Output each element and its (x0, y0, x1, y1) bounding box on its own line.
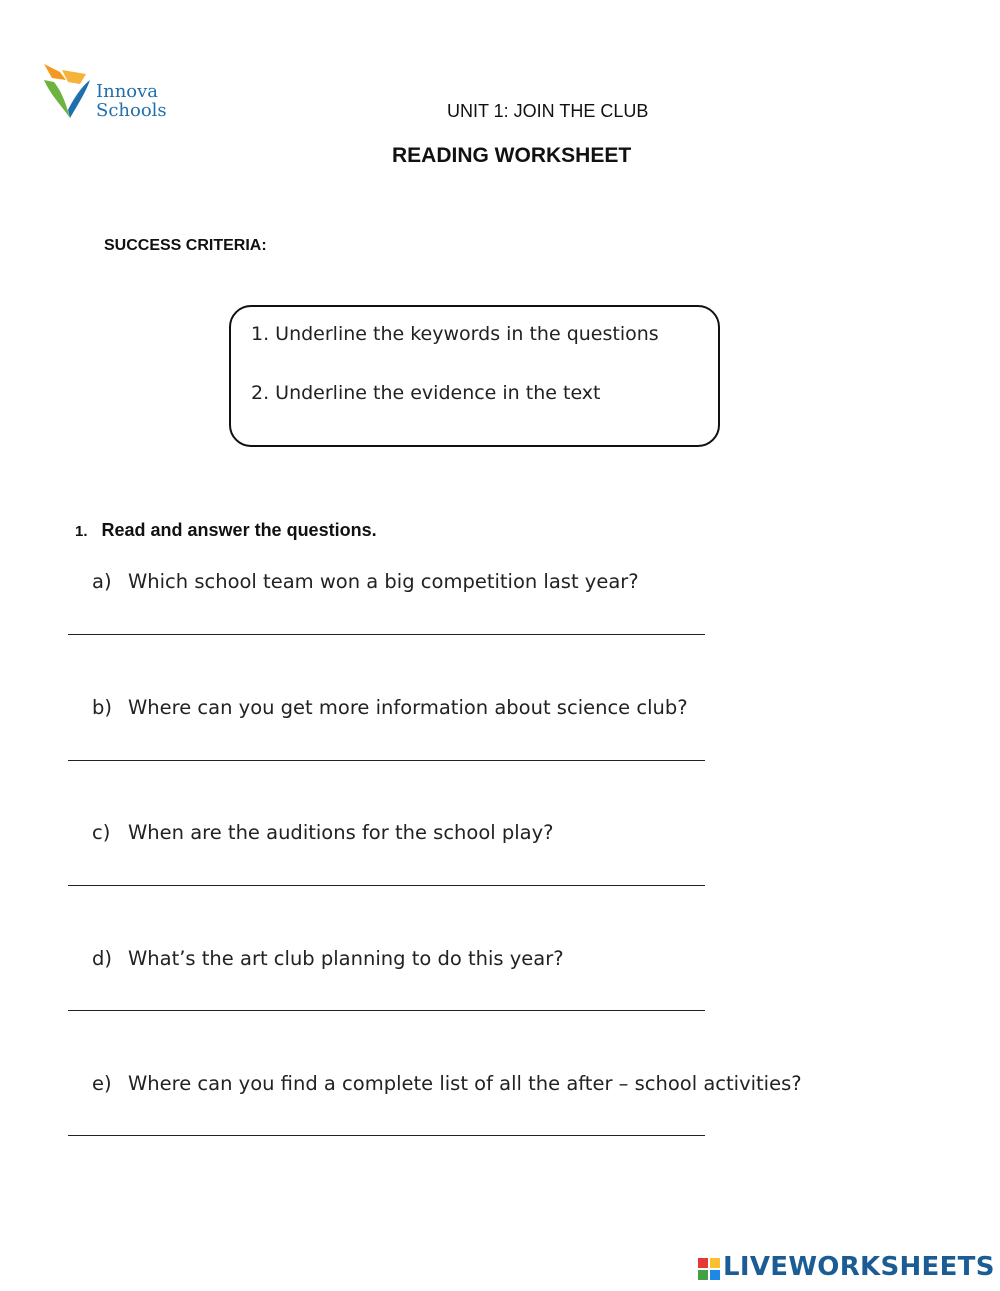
section-heading (75, 520, 377, 541)
question-b (92, 696, 688, 719)
liveworksheets-blocks-icon (698, 1258, 720, 1280)
question-c (92, 821, 554, 844)
success-criteria-box (229, 305, 720, 447)
liveworksheets-wordmark: LIVEWORKSHEETS (723, 1252, 995, 1282)
answer-line-b[interactable] (68, 760, 705, 761)
question-d (92, 947, 564, 970)
worksheet-title: READING WORKSHEET (392, 144, 632, 167)
question-text: When are the auditions for the school play? (128, 821, 554, 844)
section-number: 1. (75, 523, 88, 540)
question-letter: c) (92, 821, 111, 844)
question-letter: d) (92, 947, 112, 970)
answer-line-a[interactable] (68, 634, 705, 635)
innova-schools-logo (40, 60, 180, 130)
unit-title: UNIT 1: JOIN THE CLUB (447, 101, 649, 121)
question-e (92, 1072, 802, 1095)
logo-wordmark (96, 82, 167, 120)
question-text: Where can you get more information about science club? (128, 696, 688, 719)
logo-line-2: Schools (96, 100, 167, 121)
question-text: Which school team won a big competition last year? (128, 570, 639, 593)
question-text: What’s the art club planning to do this year? (128, 947, 564, 970)
question-letter: e) (92, 1072, 112, 1095)
section-instruction: Read and answer the questions. (101, 520, 377, 540)
question-a (92, 570, 639, 593)
answer-line-d[interactable] (68, 1010, 705, 1011)
criteria-item-1: 1. Underline the keywords in the questions (251, 323, 659, 345)
criteria-item-2: 2. Underline the evidence in the text (251, 382, 601, 404)
success-criteria-heading: SUCCESS CRITERIA: (104, 237, 267, 254)
answer-line-e[interactable] (68, 1135, 705, 1136)
innova-leaf-icon (40, 60, 96, 124)
question-letter: a) (92, 570, 112, 593)
question-letter: b) (92, 696, 112, 719)
logo-line-1: Innova (96, 81, 159, 102)
question-text: Where can you find a complete list of all the after – school activities? (128, 1072, 802, 1095)
answer-line-c[interactable] (68, 885, 705, 886)
